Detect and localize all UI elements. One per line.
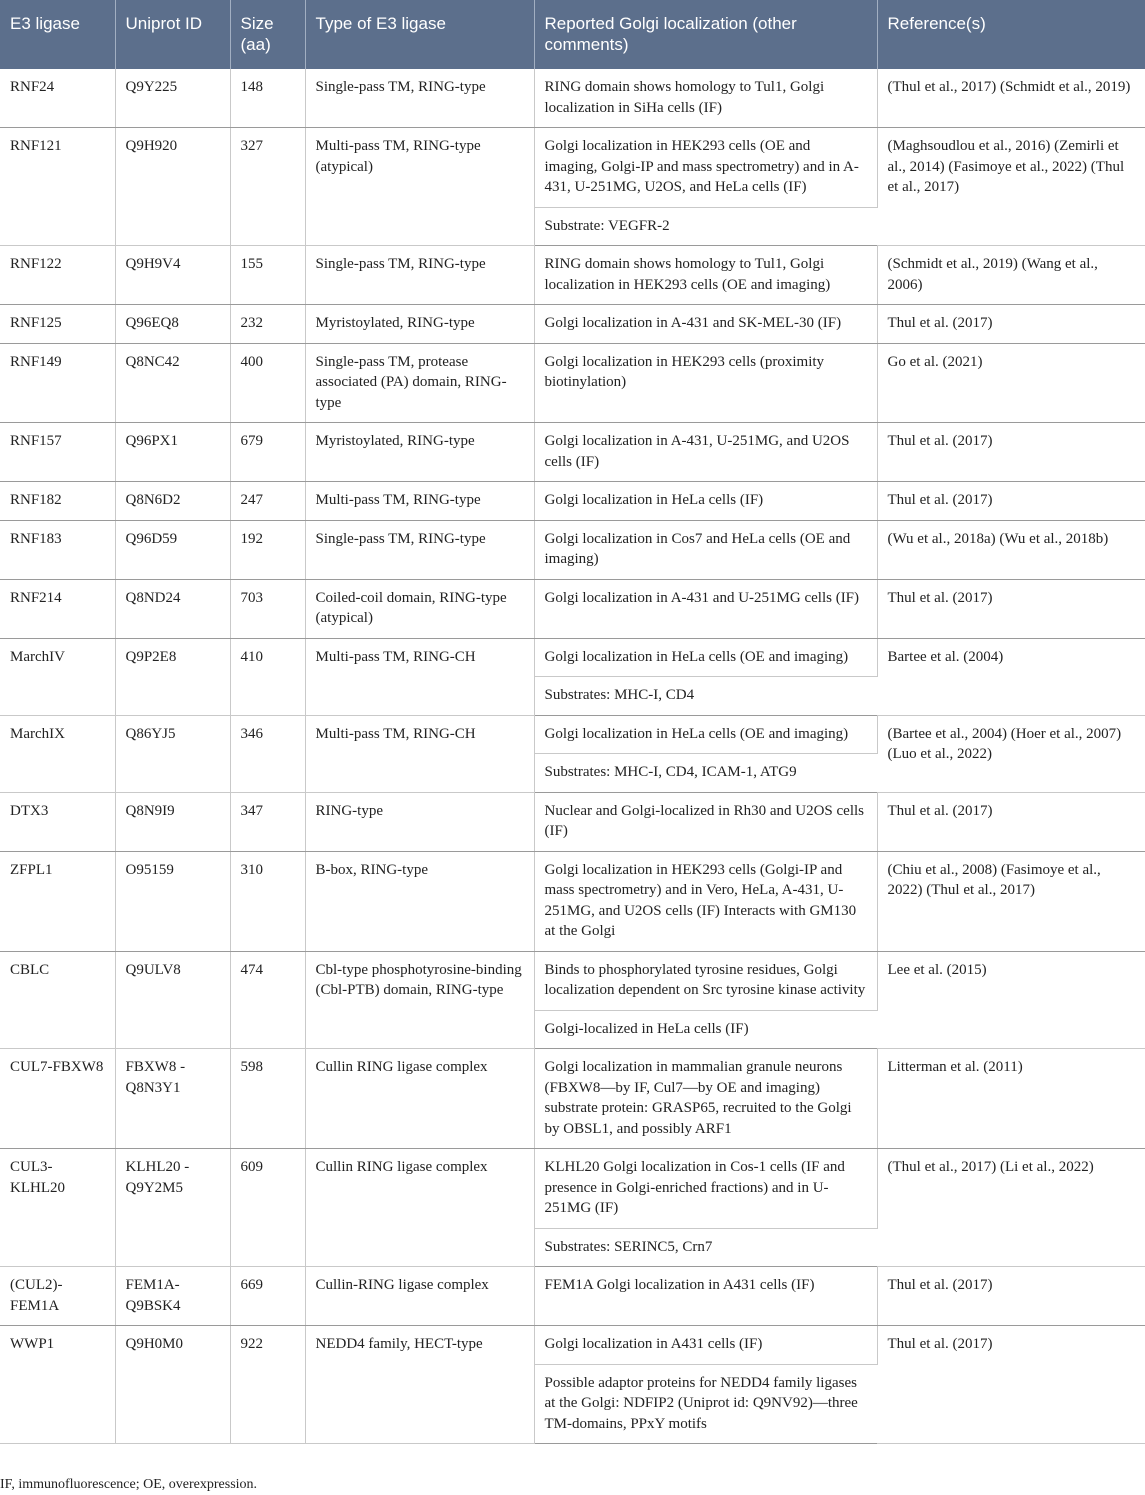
cell-golgi-localization: Substrates: SERINC5, Crn7 [534, 1228, 877, 1267]
table-row [0, 246, 1145, 305]
table-row [0, 638, 1145, 677]
cell-references: Thul et al. (2017) [877, 1326, 1145, 1444]
cell-references: Litterman et al. (2011) [877, 1049, 1145, 1149]
cell-references: Thul et al. (2017) [877, 423, 1145, 482]
cell-e3-ligase: RNF157 [0, 423, 115, 482]
cell-type: Myristoylated, RING-type [305, 305, 534, 344]
cell-type: RING-type [305, 792, 534, 851]
cell-size: 400 [230, 343, 305, 423]
cell-e3-ligase: RNF182 [0, 482, 115, 521]
cell-e3-ligase: RNF214 [0, 579, 115, 638]
cell-references: Lee et al. (2015) [877, 951, 1145, 1049]
cell-uniprot-id: Q8N9I9 [115, 792, 230, 851]
cell-size: 922 [230, 1326, 305, 1444]
table-row [0, 69, 1145, 128]
cell-e3-ligase: MarchIV [0, 638, 115, 715]
cell-references: (Thul et al., 2017) (Schmidt et al., 2019) [877, 69, 1145, 128]
cell-size: 247 [230, 482, 305, 521]
cell-uniprot-id: FBXW8 - Q8N3Y1 [115, 1049, 230, 1149]
table-row [0, 520, 1145, 579]
cell-size: 474 [230, 951, 305, 1049]
cell-references: Thul et al. (2017) [877, 579, 1145, 638]
table-row [0, 482, 1145, 521]
cell-type: NEDD4 family, HECT-type [305, 1326, 534, 1444]
cell-e3-ligase: (CUL2)-FEM1A [0, 1267, 115, 1326]
cell-references: (Maghsoudlou et al., 2016) (Zemirli et al., 2014) (Fasimoye et al., 2022) (Thul et al., 2017) [877, 128, 1145, 246]
cell-type: Multi-pass TM, RING-CH [305, 638, 534, 715]
cell-references: Go et al. (2021) [877, 343, 1145, 423]
cell-uniprot-id: Q8NC42 [115, 343, 230, 423]
cell-references: (Wu et al., 2018a) (Wu et al., 2018b) [877, 520, 1145, 579]
cell-golgi-localization: Golgi localization in HEK293 cells (proximity biotinylation) [534, 343, 877, 423]
cell-references: Thul et al. (2017) [877, 1267, 1145, 1326]
cell-uniprot-id: Q9P2E8 [115, 638, 230, 715]
cell-references: Thul et al. (2017) [877, 482, 1145, 521]
cell-e3-ligase: DTX3 [0, 792, 115, 851]
cell-golgi-localization: Golgi localization in HEK293 cells (OE and imaging, Golgi-IP and mass spectrometry) and in A-431, U-251MG, U2OS, and HeLa cells (IF) [534, 128, 877, 208]
cell-size: 155 [230, 246, 305, 305]
cell-uniprot-id: FEM1A-Q9BSK4 [115, 1267, 230, 1326]
cell-size: 679 [230, 423, 305, 482]
cell-golgi-localization: Golgi-localized in HeLa cells (IF) [534, 1010, 877, 1049]
cell-size: 669 [230, 1267, 305, 1326]
cell-e3-ligase: WWP1 [0, 1326, 115, 1444]
cell-size: 703 [230, 579, 305, 638]
cell-e3-ligase: RNF122 [0, 246, 115, 305]
col-header-e3-ligase: E3 ligase [0, 0, 115, 69]
cell-golgi-localization: Golgi localization in Cos7 and HeLa cells (OE and imaging) [534, 520, 877, 579]
table-row [0, 423, 1145, 482]
cell-references: (Bartee et al., 2004) (Hoer et al., 2007) (Luo et al., 2022) [877, 715, 1145, 792]
cell-size: 327 [230, 128, 305, 246]
cell-e3-ligase: CUL3-KLHL20 [0, 1149, 115, 1267]
col-header-type: Type of E3 ligase [305, 0, 534, 69]
table-row [0, 1267, 1145, 1326]
cell-uniprot-id: O95159 [115, 851, 230, 951]
cell-size: 310 [230, 851, 305, 951]
cell-type: Cullin-RING ligase complex [305, 1267, 534, 1326]
cell-golgi-localization: Golgi localization in A-431 and U-251MG cells (IF) [534, 579, 877, 638]
cell-type: Single-pass TM, protease associated (PA) domain, RING-type [305, 343, 534, 423]
cell-golgi-localization: Substrates: MHC-I, CD4 [534, 677, 877, 716]
table-row [0, 579, 1145, 638]
cell-uniprot-id: Q8N6D2 [115, 482, 230, 521]
cell-references: Thul et al. (2017) [877, 305, 1145, 344]
cell-uniprot-id: KLHL20 - Q9Y2M5 [115, 1149, 230, 1267]
cell-references: (Chiu et al., 2008) (Fasimoye et al., 2022) (Thul et al., 2017) [877, 851, 1145, 951]
table-row [0, 1326, 1145, 1365]
cell-references: Bartee et al. (2004) [877, 638, 1145, 715]
cell-golgi-localization: KLHL20 Golgi localization in Cos-1 cells (IF and presence in Golgi-enriched fractions) and in U-251MG (IF) [534, 1149, 877, 1229]
cell-references: Thul et al. (2017) [877, 792, 1145, 851]
cell-uniprot-id: Q96D59 [115, 520, 230, 579]
cell-e3-ligase: RNF183 [0, 520, 115, 579]
table-row [0, 305, 1145, 344]
cell-golgi-localization: Golgi localization in HeLa cells (OE and imaging) [534, 715, 877, 754]
cell-uniprot-id: Q9H920 [115, 128, 230, 246]
cell-uniprot-id: Q8ND24 [115, 579, 230, 638]
cell-e3-ligase: ZFPL1 [0, 851, 115, 951]
cell-e3-ligase: RNF125 [0, 305, 115, 344]
cell-golgi-localization: Possible adaptor proteins for NEDD4 family ligases at the Golgi: NDFIP2 (Uniprot id: Q9NV92)—three TM-domains, PPxY motifs [534, 1364, 877, 1444]
cell-type: Single-pass TM, RING-type [305, 246, 534, 305]
cell-e3-ligase: CUL7-FBXW8 [0, 1049, 115, 1149]
table-row [0, 1049, 1145, 1149]
table-row [0, 851, 1145, 951]
cell-type: Single-pass TM, RING-type [305, 69, 534, 128]
cell-type: Multi-pass TM, RING-CH [305, 715, 534, 792]
table-row [0, 951, 1145, 1010]
cell-e3-ligase: RNF149 [0, 343, 115, 423]
cell-type: Multi-pass TM, RING-type [305, 482, 534, 521]
cell-golgi-localization: Nuclear and Golgi-localized in Rh30 and U2OS cells (IF) [534, 792, 877, 851]
cell-type: Myristoylated, RING-type [305, 423, 534, 482]
cell-uniprot-id: Q9ULV8 [115, 951, 230, 1049]
cell-e3-ligase: MarchIX [0, 715, 115, 792]
cell-uniprot-id: Q86YJ5 [115, 715, 230, 792]
cell-golgi-localization: Golgi localization in A-431, U-251MG, and U2OS cells (IF) [534, 423, 877, 482]
table-row [0, 1149, 1145, 1229]
cell-size: 346 [230, 715, 305, 792]
cell-golgi-localization: Substrates: MHC-I, CD4, ICAM-1, ATG9 [534, 754, 877, 793]
cell-uniprot-id: Q9H9V4 [115, 246, 230, 305]
cell-type: B-box, RING-type [305, 851, 534, 951]
cell-references: (Thul et al., 2017) (Li et al., 2022) [877, 1149, 1145, 1267]
cell-e3-ligase: RNF24 [0, 69, 115, 128]
cell-size: 232 [230, 305, 305, 344]
cell-golgi-localization: Substrate: VEGFR-2 [534, 207, 877, 246]
cell-type: Multi-pass TM, RING-type (atypical) [305, 128, 534, 246]
cell-golgi-localization: RING domain shows homology to Tul1, Golgi localization in SiHa cells (IF) [534, 69, 877, 128]
col-header-size: Size (aa) [230, 0, 305, 69]
col-header-golgi-localization: Reported Golgi localization (other comments) [534, 0, 877, 69]
cell-type: Coiled-coil domain, RING-type (atypical) [305, 579, 534, 638]
table-row [0, 128, 1145, 208]
cell-golgi-localization: RING domain shows homology to Tul1, Golgi localization in HEK293 cells (OE and imaging) [534, 246, 877, 305]
cell-type: Cullin RING ligase complex [305, 1149, 534, 1267]
cell-uniprot-id: Q96EQ8 [115, 305, 230, 344]
table-row [0, 792, 1145, 851]
cell-e3-ligase: CBLC [0, 951, 115, 1049]
table-row [0, 343, 1145, 423]
cell-golgi-localization: Golgi localization in HeLa cells (OE and imaging) [534, 638, 877, 677]
cell-e3-ligase: RNF121 [0, 128, 115, 246]
cell-golgi-localization: Golgi localization in A-431 and SK-MEL-30 (IF) [534, 305, 877, 344]
cell-size: 410 [230, 638, 305, 715]
col-header-uniprot-id: Uniprot ID [115, 0, 230, 69]
cell-references: (Schmidt et al., 2019) (Wang et al., 2006) [877, 246, 1145, 305]
cell-size: 609 [230, 1149, 305, 1267]
cell-size: 148 [230, 69, 305, 128]
cell-uniprot-id: Q9H0M0 [115, 1326, 230, 1444]
cell-type: Single-pass TM, RING-type [305, 520, 534, 579]
cell-golgi-localization: Binds to phosphorylated tyrosine residues, Golgi localization dependent on Src tyrosine kinase activity [534, 951, 877, 1010]
cell-golgi-localization: Golgi localization in mammalian granule neurons (FBXW8—by IF, Cul7—by OE and imaging) substrate protein: GRASP65, recruited to the Golgi by OBSL1, and possibly ARF1 [534, 1049, 877, 1149]
cell-type: Cullin RING ligase complex [305, 1049, 534, 1149]
cell-size: 347 [230, 792, 305, 851]
cell-golgi-localization: Golgi localization in HEK293 cells (Golgi-IP and mass spectrometry) and in Vero, HeLa, A-431, U-251MG, and U2OS cells (IF) Interacts with GM130 at the Golgi [534, 851, 877, 951]
table-footnote: IF, immunofluorescence; OE, overexpression. [0, 1477, 258, 1492]
header-row [0, 0, 1145, 69]
cell-golgi-localization: FEM1A Golgi localization in A431 cells (IF) [534, 1267, 877, 1326]
cell-golgi-localization: Golgi localization in A431 cells (IF) [534, 1326, 877, 1365]
cell-uniprot-id: Q96PX1 [115, 423, 230, 482]
cell-uniprot-id: Q9Y225 [115, 69, 230, 128]
cell-size: 192 [230, 520, 305, 579]
col-header-references: Reference(s) [877, 0, 1145, 69]
cell-size: 598 [230, 1049, 305, 1149]
table-row [0, 715, 1145, 754]
cell-golgi-localization: Golgi localization in HeLa cells (IF) [534, 482, 877, 521]
cell-type: Cbl-type phosphotyrosine-binding (Cbl-PTB) domain, RING-type [305, 951, 534, 1049]
